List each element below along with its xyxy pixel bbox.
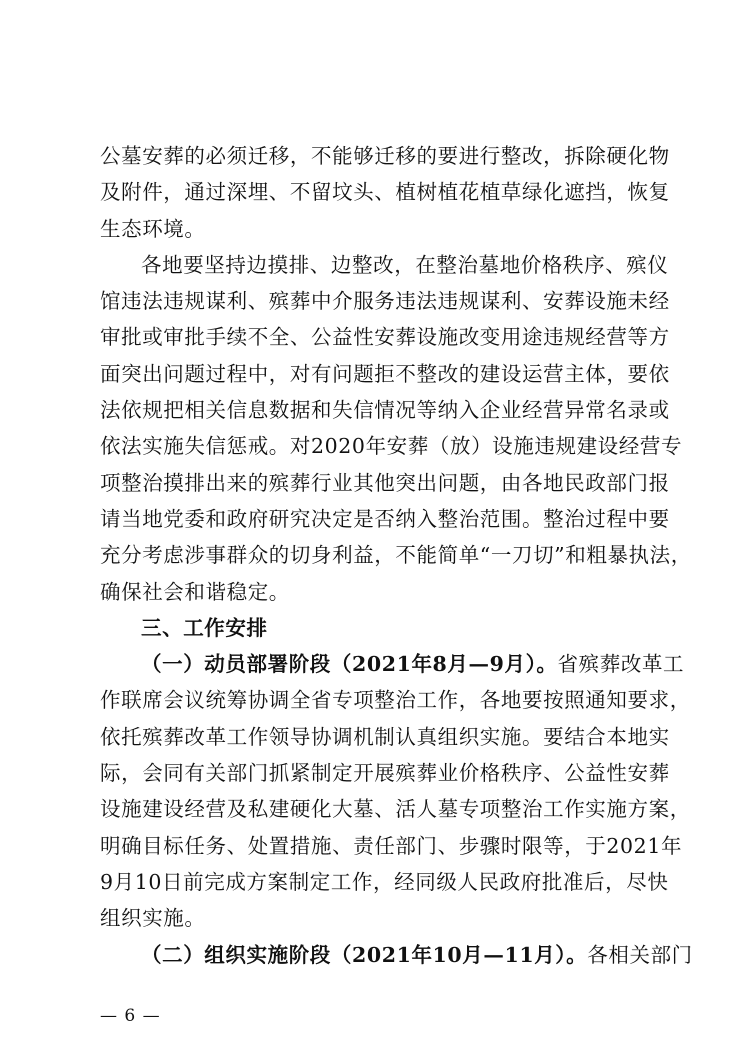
section-heading: 三、工作安排 (141, 615, 268, 640)
text-line: 明确目标任务、处置措施、责任部门、步骤时限等，于2021年 (100, 833, 683, 858)
text-line: 法依规把相关信息数据和失信情况等纳入企业经营异常名录或 (100, 398, 670, 423)
text-line: 依托殡葬改革工作领导协调机制认真组织实施。要结合本地实 (100, 724, 670, 749)
text-line: 依法实施失信惩戒。对2020年安葬（放）设施违规建设经营专 (100, 434, 683, 459)
stage-2-first-line-rest: 各相关部门 (587, 942, 693, 967)
text-line: 作联席会议统筹协调全省专项整治工作，各地要按照通知要求， (100, 688, 691, 713)
text-line: 确保社会和谐稳定。 (100, 579, 290, 604)
text-line: 设施建设经营及私建硬化大墓、活人墓专项整治工作实施方案， (100, 797, 691, 822)
stage-2-title: （二）组织实施阶段（2021年10月—11月）。 (141, 942, 588, 967)
text-line: 充分考虑涉事群众的切身利益，不能简单“一刀切”和粗暴执法， (100, 543, 692, 568)
page-number: — 6 — (100, 1006, 161, 1026)
text-line: 项整治摸排出来的殡葬行业其他突出问题，由各地民政部门报 (100, 470, 670, 495)
text-line: 面突出问题过程中，对有问题拒不整改的建设运营主体，要依 (100, 361, 670, 386)
text-line: 馆违法违规谋利、殡葬中介服务违法违规谋利、安葬设施未经 (100, 289, 670, 314)
stage-1-first-line (100, 646, 685, 682)
text-line: 各地要坚持边摸排、边整改，在整治墓地价格秩序、殡仪 (141, 252, 669, 277)
text-line: 及附件，通过深埋、不留坟头、植树植花植草绿化遮挡，恢复 (100, 180, 670, 205)
text-line: 请当地党委和政府研究决定是否纳入整治范围。整治过程中要 (100, 506, 670, 531)
text-line: 组织实施。 (100, 906, 206, 931)
text-line: 9月10日前完成方案制定工作，经同级人民政府批准后，尽快 (100, 869, 669, 894)
text-line: 审批或审批手续不全、公益性安葬设施改变用途违规经营等方 (100, 325, 670, 350)
text-line: 际，会同有关部门抓紧制定开展殡葬业价格秩序、公益性安葬 (100, 761, 670, 786)
stage-1-title: （一）动员部署阶段（2021年8月—9月）。 (141, 652, 558, 677)
stage-2-first-line (100, 937, 693, 973)
stage-1-first-line-rest: 省殡葬改革工 (557, 652, 685, 677)
text-line: 公墓安葬的必须迁移，不能够迁移的要进行整改，拆除硬化物 (100, 144, 670, 168)
text-line: 生态环境。 (100, 216, 206, 241)
document-body (100, 138, 693, 973)
